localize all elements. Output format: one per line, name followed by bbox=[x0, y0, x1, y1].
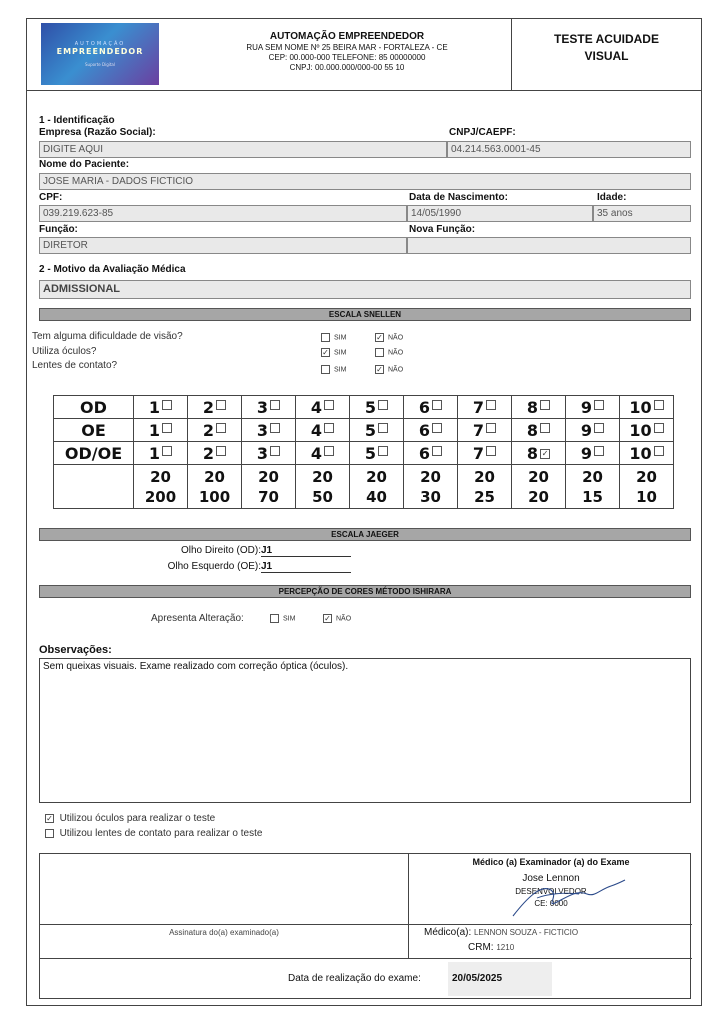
ishihara-question: Apresenta Alteração: bbox=[151, 613, 244, 624]
snellen-fraction-cell bbox=[512, 465, 566, 509]
document-title bbox=[511, 19, 701, 91]
snellen-denominator: 15 bbox=[582, 487, 603, 506]
snellen-level-cell[interactable] bbox=[296, 419, 350, 442]
snellen-section-bar: ESCALA SNELLEN bbox=[39, 308, 691, 321]
observacoes-label: Observações: bbox=[39, 644, 112, 656]
snellen-level-number: 10 bbox=[629, 443, 652, 463]
jaeger-od-label: Olho Direito (OD): bbox=[180, 545, 261, 556]
jaeger-oe-value[interactable]: J1 bbox=[261, 561, 351, 573]
snellen-level-checkbox[interactable] bbox=[654, 446, 664, 456]
idade-label: Idade: bbox=[597, 192, 627, 203]
snellen-level-checkbox[interactable] bbox=[216, 400, 226, 410]
snellen-level-checkbox[interactable] bbox=[324, 446, 334, 456]
snellen-level-number: 1 bbox=[148, 420, 161, 440]
snellen-level-cell[interactable] bbox=[458, 419, 512, 442]
nascimento-label: Data de Nascimento: bbox=[409, 192, 508, 203]
snellen-row-oe bbox=[54, 419, 674, 442]
snellen-level-cell[interactable] bbox=[134, 396, 188, 419]
snellen-denominator: 25 bbox=[474, 487, 495, 506]
q1-sim-label: SIM bbox=[334, 349, 347, 357]
snellen-level-cell[interactable] bbox=[566, 442, 620, 465]
snellen-level-checkbox[interactable] bbox=[654, 423, 664, 433]
question-dificuldade-visao: Tem alguma dificuldade de visão? bbox=[32, 331, 183, 342]
empresa-label: Empresa (Razão Social): bbox=[39, 127, 156, 138]
snellen-denominator: 200 bbox=[144, 487, 177, 506]
snellen-level-checkbox[interactable] bbox=[486, 400, 496, 410]
company-cnpj: CNPJ: 00.000.000/000-00 55 10 bbox=[289, 63, 405, 72]
exam-sheet bbox=[26, 18, 702, 1006]
snellen-level-cell[interactable] bbox=[512, 442, 566, 465]
snellen-level-number: 5 bbox=[364, 443, 377, 463]
cnpj-label: CNPJ/CAEPF: bbox=[449, 127, 516, 138]
exam-date-label: Data de realização do exame: bbox=[288, 973, 421, 984]
snellen-level-checkbox[interactable] bbox=[432, 423, 442, 433]
snellen-denominator: 100 bbox=[198, 487, 231, 506]
snellen-level-checkbox[interactable] bbox=[654, 400, 664, 410]
snellen-level-cell[interactable] bbox=[404, 396, 458, 419]
snellen-level-cell[interactable] bbox=[188, 442, 242, 465]
snellen-level-cell[interactable] bbox=[566, 419, 620, 442]
snellen-eye-label: OE bbox=[54, 419, 134, 442]
exam-date-field[interactable]: 20/05/2025 bbox=[448, 962, 552, 996]
q0-sim-checkbox[interactable] bbox=[321, 333, 330, 342]
jaeger-section-bar: ESCALA JAEGER bbox=[39, 528, 691, 541]
snellen-fraction-cell bbox=[242, 465, 296, 509]
company-address: RUA SEM NOME Nº 25 BEIRA MAR - FORTALEZA - CE bbox=[246, 43, 448, 52]
snellen-level-number: 6 bbox=[418, 397, 431, 417]
snellen-level-checkbox[interactable] bbox=[432, 400, 442, 410]
snellen-level-cell[interactable] bbox=[620, 419, 674, 442]
snellen-level-number: 6 bbox=[418, 443, 431, 463]
snellen-denominator: 40 bbox=[366, 487, 387, 506]
snellen-fraction-row bbox=[54, 465, 674, 509]
ishihara-nao-label: NÃO bbox=[336, 615, 352, 623]
snellen-level-number: 7 bbox=[472, 397, 485, 417]
section-identificacao-title: 1 - Identificação bbox=[39, 115, 115, 126]
snellen-level-cell[interactable] bbox=[296, 442, 350, 465]
snellen-level-number: 2 bbox=[202, 443, 215, 463]
snellen-eye-label: OD/OE bbox=[54, 442, 134, 465]
snellen-level-number: 1 bbox=[148, 443, 161, 463]
snellen-level-cell[interactable] bbox=[512, 419, 566, 442]
signer-role: DESENVOLVEDOR bbox=[515, 887, 587, 896]
signature-block bbox=[39, 853, 691, 999]
snellen-level-cell[interactable] bbox=[188, 419, 242, 442]
snellen-level-cell[interactable] bbox=[242, 419, 296, 442]
snellen-fraction-blank bbox=[54, 465, 134, 509]
snellen-level-cell[interactable] bbox=[404, 419, 458, 442]
empresa-field[interactable]: DIGITE AQUI bbox=[39, 141, 447, 158]
snellen-denominator: 10 bbox=[636, 487, 657, 506]
snellen-level-number: 8 bbox=[526, 420, 539, 440]
paciente-field[interactable]: JOSE MARIA - DADOS FICTICIO bbox=[39, 173, 691, 190]
observacoes-textarea[interactable]: Sem queixas visuais. Exame realizado com correção óptica (óculos). bbox=[39, 658, 691, 803]
snellen-numerator: 20 bbox=[420, 467, 441, 486]
snellen-level-checkbox[interactable] bbox=[540, 423, 550, 433]
snellen-fraction-cell bbox=[620, 465, 674, 509]
snellen-denominator: 70 bbox=[258, 487, 279, 506]
snellen-level-cell[interactable] bbox=[134, 442, 188, 465]
signature-divider bbox=[40, 924, 692, 925]
snellen-level-number: 1 bbox=[148, 397, 161, 417]
snellen-level-cell[interactable] bbox=[566, 396, 620, 419]
snellen-numerator: 20 bbox=[258, 467, 279, 486]
q1-nao-option[interactable] bbox=[375, 348, 403, 357]
cpf-field[interactable]: 039.219.623-85 bbox=[39, 205, 407, 222]
snellen-fraction-cell bbox=[458, 465, 512, 509]
document-title-line2: VISUAL bbox=[584, 49, 629, 63]
snellen-level-checkbox[interactable] bbox=[162, 446, 172, 456]
q2-nao-checkbox[interactable]: ✓ bbox=[376, 365, 383, 374]
snellen-level-cell[interactable] bbox=[296, 396, 350, 419]
question-lentes-contato: Lentes de contato? bbox=[32, 360, 118, 371]
snellen-eye-label: OD bbox=[54, 396, 134, 419]
snellen-level-number: 4 bbox=[310, 397, 323, 417]
logo-top-text: AUTOMAÇÃO bbox=[74, 41, 126, 47]
snellen-level-cell[interactable] bbox=[458, 442, 512, 465]
snellen-numerator: 20 bbox=[366, 467, 387, 486]
q0-sim-label: SIM bbox=[334, 334, 347, 342]
snellen-level-checkbox[interactable] bbox=[540, 400, 550, 410]
company-logo bbox=[41, 23, 159, 85]
snellen-level-number: 2 bbox=[202, 420, 215, 440]
snellen-level-number: 4 bbox=[310, 420, 323, 440]
paciente-label: Nome do Paciente: bbox=[39, 159, 130, 170]
snellen-level-number: 9 bbox=[580, 420, 593, 440]
medico-label: Médico(a): bbox=[424, 927, 472, 938]
ishihara-section-bar: PERCEPÇÃO DE CORES MÉTODO ISHIRARA bbox=[39, 585, 691, 598]
snellen-level-checkbox[interactable] bbox=[378, 400, 388, 410]
cnpj-field[interactable]: 04.214.563.0001-45 bbox=[447, 141, 691, 158]
q2-sim-option[interactable] bbox=[321, 365, 346, 374]
snellen-numerator: 20 bbox=[474, 467, 495, 486]
recurso-oculos-label: Utilizou óculos para realizar o teste bbox=[59, 813, 216, 824]
logo-sub-text: Suporte Digital bbox=[85, 62, 115, 67]
q0-nao-checkbox[interactable]: ✓ bbox=[376, 333, 383, 342]
snellen-level-cell[interactable] bbox=[458, 396, 512, 419]
ishihara-sim-label: SIM bbox=[283, 615, 296, 623]
snellen-level-number: 3 bbox=[256, 443, 269, 463]
q1-sim-option[interactable] bbox=[321, 348, 346, 357]
snellen-level-number: 10 bbox=[629, 397, 652, 417]
snellen-denominator: 30 bbox=[420, 487, 441, 506]
recurso-oculos[interactable] bbox=[45, 813, 215, 824]
motivo-field[interactable]: ADMISSIONAL bbox=[39, 280, 691, 299]
snellen-fraction-cell bbox=[296, 465, 350, 509]
snellen-level-number: 9 bbox=[580, 397, 593, 417]
snellen-level-checkbox[interactable] bbox=[216, 446, 226, 456]
nova-funcao-field[interactable] bbox=[407, 237, 691, 254]
q2-sim-label: SIM bbox=[334, 366, 347, 374]
snellen-level-cell[interactable] bbox=[350, 396, 404, 419]
snellen-fraction-cell bbox=[566, 465, 620, 509]
snellen-level-checkbox[interactable] bbox=[486, 423, 496, 433]
snellen-level-checkbox[interactable] bbox=[162, 423, 172, 433]
snellen-numerator: 20 bbox=[636, 467, 657, 486]
jaeger-od-value[interactable]: J1 bbox=[261, 545, 351, 557]
snellen-level-number: 3 bbox=[256, 420, 269, 440]
snellen-level-checkbox[interactable] bbox=[270, 446, 280, 456]
snellen-level-checkbox[interactable] bbox=[270, 400, 280, 410]
snellen-denominator: 50 bbox=[312, 487, 333, 506]
ishihara-sim-option[interactable] bbox=[270, 614, 295, 623]
snellen-level-checkbox[interactable] bbox=[216, 423, 226, 433]
q2-sim-checkbox[interactable] bbox=[321, 365, 330, 374]
snellen-level-checkbox[interactable] bbox=[270, 423, 280, 433]
snellen-level-cell[interactable] bbox=[242, 396, 296, 419]
snellen-row-od bbox=[54, 396, 674, 419]
medico-line bbox=[424, 927, 578, 938]
document-title-line1: TESTE ACUIDADE bbox=[554, 32, 659, 46]
snellen-level-number: 9 bbox=[580, 443, 593, 463]
snellen-level-checkbox[interactable] bbox=[594, 423, 604, 433]
jaeger-oe-label: Olho Esquerdo (OE): bbox=[167, 561, 261, 572]
snellen-level-number: 7 bbox=[472, 420, 485, 440]
signature-vertical-divider bbox=[408, 924, 409, 958]
snellen-fraction-cell bbox=[350, 465, 404, 509]
snellen-level-number: 5 bbox=[364, 397, 377, 417]
q2-nao-label: NÃO bbox=[388, 366, 404, 374]
question-utiliza-oculos: Utiliza óculos? bbox=[32, 346, 97, 357]
section-motivo-title: 2 - Motivo da Avaliação Médica bbox=[39, 264, 186, 275]
company-cep-phone: CEP: 00.000-000 TELEFONE: 85 00000000 bbox=[268, 53, 426, 62]
snellen-level-number: 2 bbox=[202, 397, 215, 417]
q0-sim-option[interactable] bbox=[321, 333, 346, 342]
company-info bbox=[197, 31, 497, 73]
handwritten-signature-icon bbox=[507, 868, 627, 920]
examinado-signature-label: Assinatura do(a) examinado(a) bbox=[169, 928, 279, 937]
recurso-lentes[interactable] bbox=[45, 828, 262, 839]
snellen-level-number: 8 bbox=[526, 443, 539, 463]
snellen-numerator: 20 bbox=[312, 467, 333, 486]
snellen-numerator: 20 bbox=[582, 467, 603, 486]
snellen-level-checkbox[interactable]: ✓ bbox=[541, 448, 549, 458]
q1-sim-checkbox[interactable]: ✓ bbox=[322, 348, 329, 357]
idade-field[interactable]: 35 anos bbox=[593, 205, 691, 222]
nova-funcao-label: Nova Função: bbox=[409, 224, 476, 235]
snellen-fraction-cell bbox=[404, 465, 458, 509]
signer-name: Jose Lennon bbox=[522, 873, 580, 884]
ishihara-sim-checkbox[interactable] bbox=[270, 614, 279, 623]
snellen-row-od-oe bbox=[54, 442, 674, 465]
snellen-level-cell[interactable] bbox=[134, 419, 188, 442]
snellen-denominator: 20 bbox=[528, 487, 549, 506]
snellen-level-cell[interactable] bbox=[350, 419, 404, 442]
snellen-level-checkbox[interactable] bbox=[486, 446, 496, 456]
nascimento-field[interactable]: 14/05/1990 bbox=[407, 205, 593, 222]
snellen-level-number: 8 bbox=[526, 397, 539, 417]
snellen-level-number: 7 bbox=[472, 443, 485, 463]
snellen-level-number: 3 bbox=[256, 397, 269, 417]
q1-nao-checkbox[interactable] bbox=[375, 348, 384, 357]
ishihara-nao-checkbox[interactable]: ✓ bbox=[324, 614, 331, 623]
q1-nao-label: NÃO bbox=[388, 349, 404, 357]
snellen-level-cell[interactable] bbox=[620, 442, 674, 465]
snellen-numerator: 20 bbox=[204, 467, 225, 486]
snellen-level-number: 10 bbox=[629, 420, 652, 440]
q0-nao-option[interactable] bbox=[375, 333, 403, 342]
snellen-level-number: 6 bbox=[418, 420, 431, 440]
snellen-numerator: 20 bbox=[528, 467, 549, 486]
snellen-numerator: 20 bbox=[150, 467, 171, 486]
cpf-label: CPF: bbox=[39, 192, 63, 203]
snellen-fraction-cell bbox=[188, 465, 242, 509]
snellen-level-checkbox[interactable] bbox=[594, 446, 604, 456]
snellen-level-number: 5 bbox=[364, 420, 377, 440]
snellen-table bbox=[53, 395, 674, 509]
crm-label: CRM: bbox=[468, 942, 494, 953]
snellen-level-checkbox[interactable] bbox=[432, 446, 442, 456]
examinador-title: Médico (a) Examinador (a) do Exame bbox=[472, 857, 630, 867]
snellen-level-cell[interactable] bbox=[188, 396, 242, 419]
snellen-level-checkbox[interactable] bbox=[324, 423, 334, 433]
logo-main-text: EMPREENDEDOR bbox=[56, 47, 144, 56]
snellen-level-cell[interactable] bbox=[620, 396, 674, 419]
snellen-level-checkbox[interactable] bbox=[594, 400, 604, 410]
snellen-level-cell[interactable] bbox=[242, 442, 296, 465]
company-name: AUTOMAÇÃO EMPREENDEDOR bbox=[269, 31, 425, 42]
crm-value: 1210 bbox=[496, 943, 515, 952]
snellen-level-cell[interactable] bbox=[512, 396, 566, 419]
examinador-cell bbox=[408, 854, 692, 924]
recurso-oculos-checkbox[interactable]: ✓ bbox=[46, 813, 53, 823]
crm-line bbox=[468, 942, 514, 953]
date-divider bbox=[40, 958, 692, 959]
snellen-level-cell[interactable] bbox=[350, 442, 404, 465]
snellen-level-checkbox[interactable] bbox=[324, 400, 334, 410]
q2-nao-option[interactable] bbox=[375, 365, 403, 374]
document-header bbox=[27, 19, 701, 91]
funcao-label: Função: bbox=[39, 224, 78, 235]
snellen-level-checkbox[interactable] bbox=[378, 423, 388, 433]
snellen-level-checkbox[interactable] bbox=[378, 446, 388, 456]
signer-ce: CE: 0000 bbox=[534, 899, 568, 908]
q0-nao-label: NÃO bbox=[388, 334, 404, 342]
snellen-level-number: 4 bbox=[310, 443, 323, 463]
snellen-fraction-cell bbox=[134, 465, 188, 509]
ishihara-nao-option[interactable] bbox=[323, 614, 351, 623]
snellen-level-checkbox[interactable] bbox=[162, 400, 172, 410]
snellen-level-cell[interactable] bbox=[404, 442, 458, 465]
medico-value: LENNON SOUZA - FICTICIO bbox=[474, 928, 579, 937]
recurso-lentes-label: Utilizou lentes de contato para realizar o teste bbox=[59, 828, 263, 839]
recurso-lentes-checkbox[interactable] bbox=[45, 829, 54, 838]
funcao-field[interactable]: DIRETOR bbox=[39, 237, 407, 254]
